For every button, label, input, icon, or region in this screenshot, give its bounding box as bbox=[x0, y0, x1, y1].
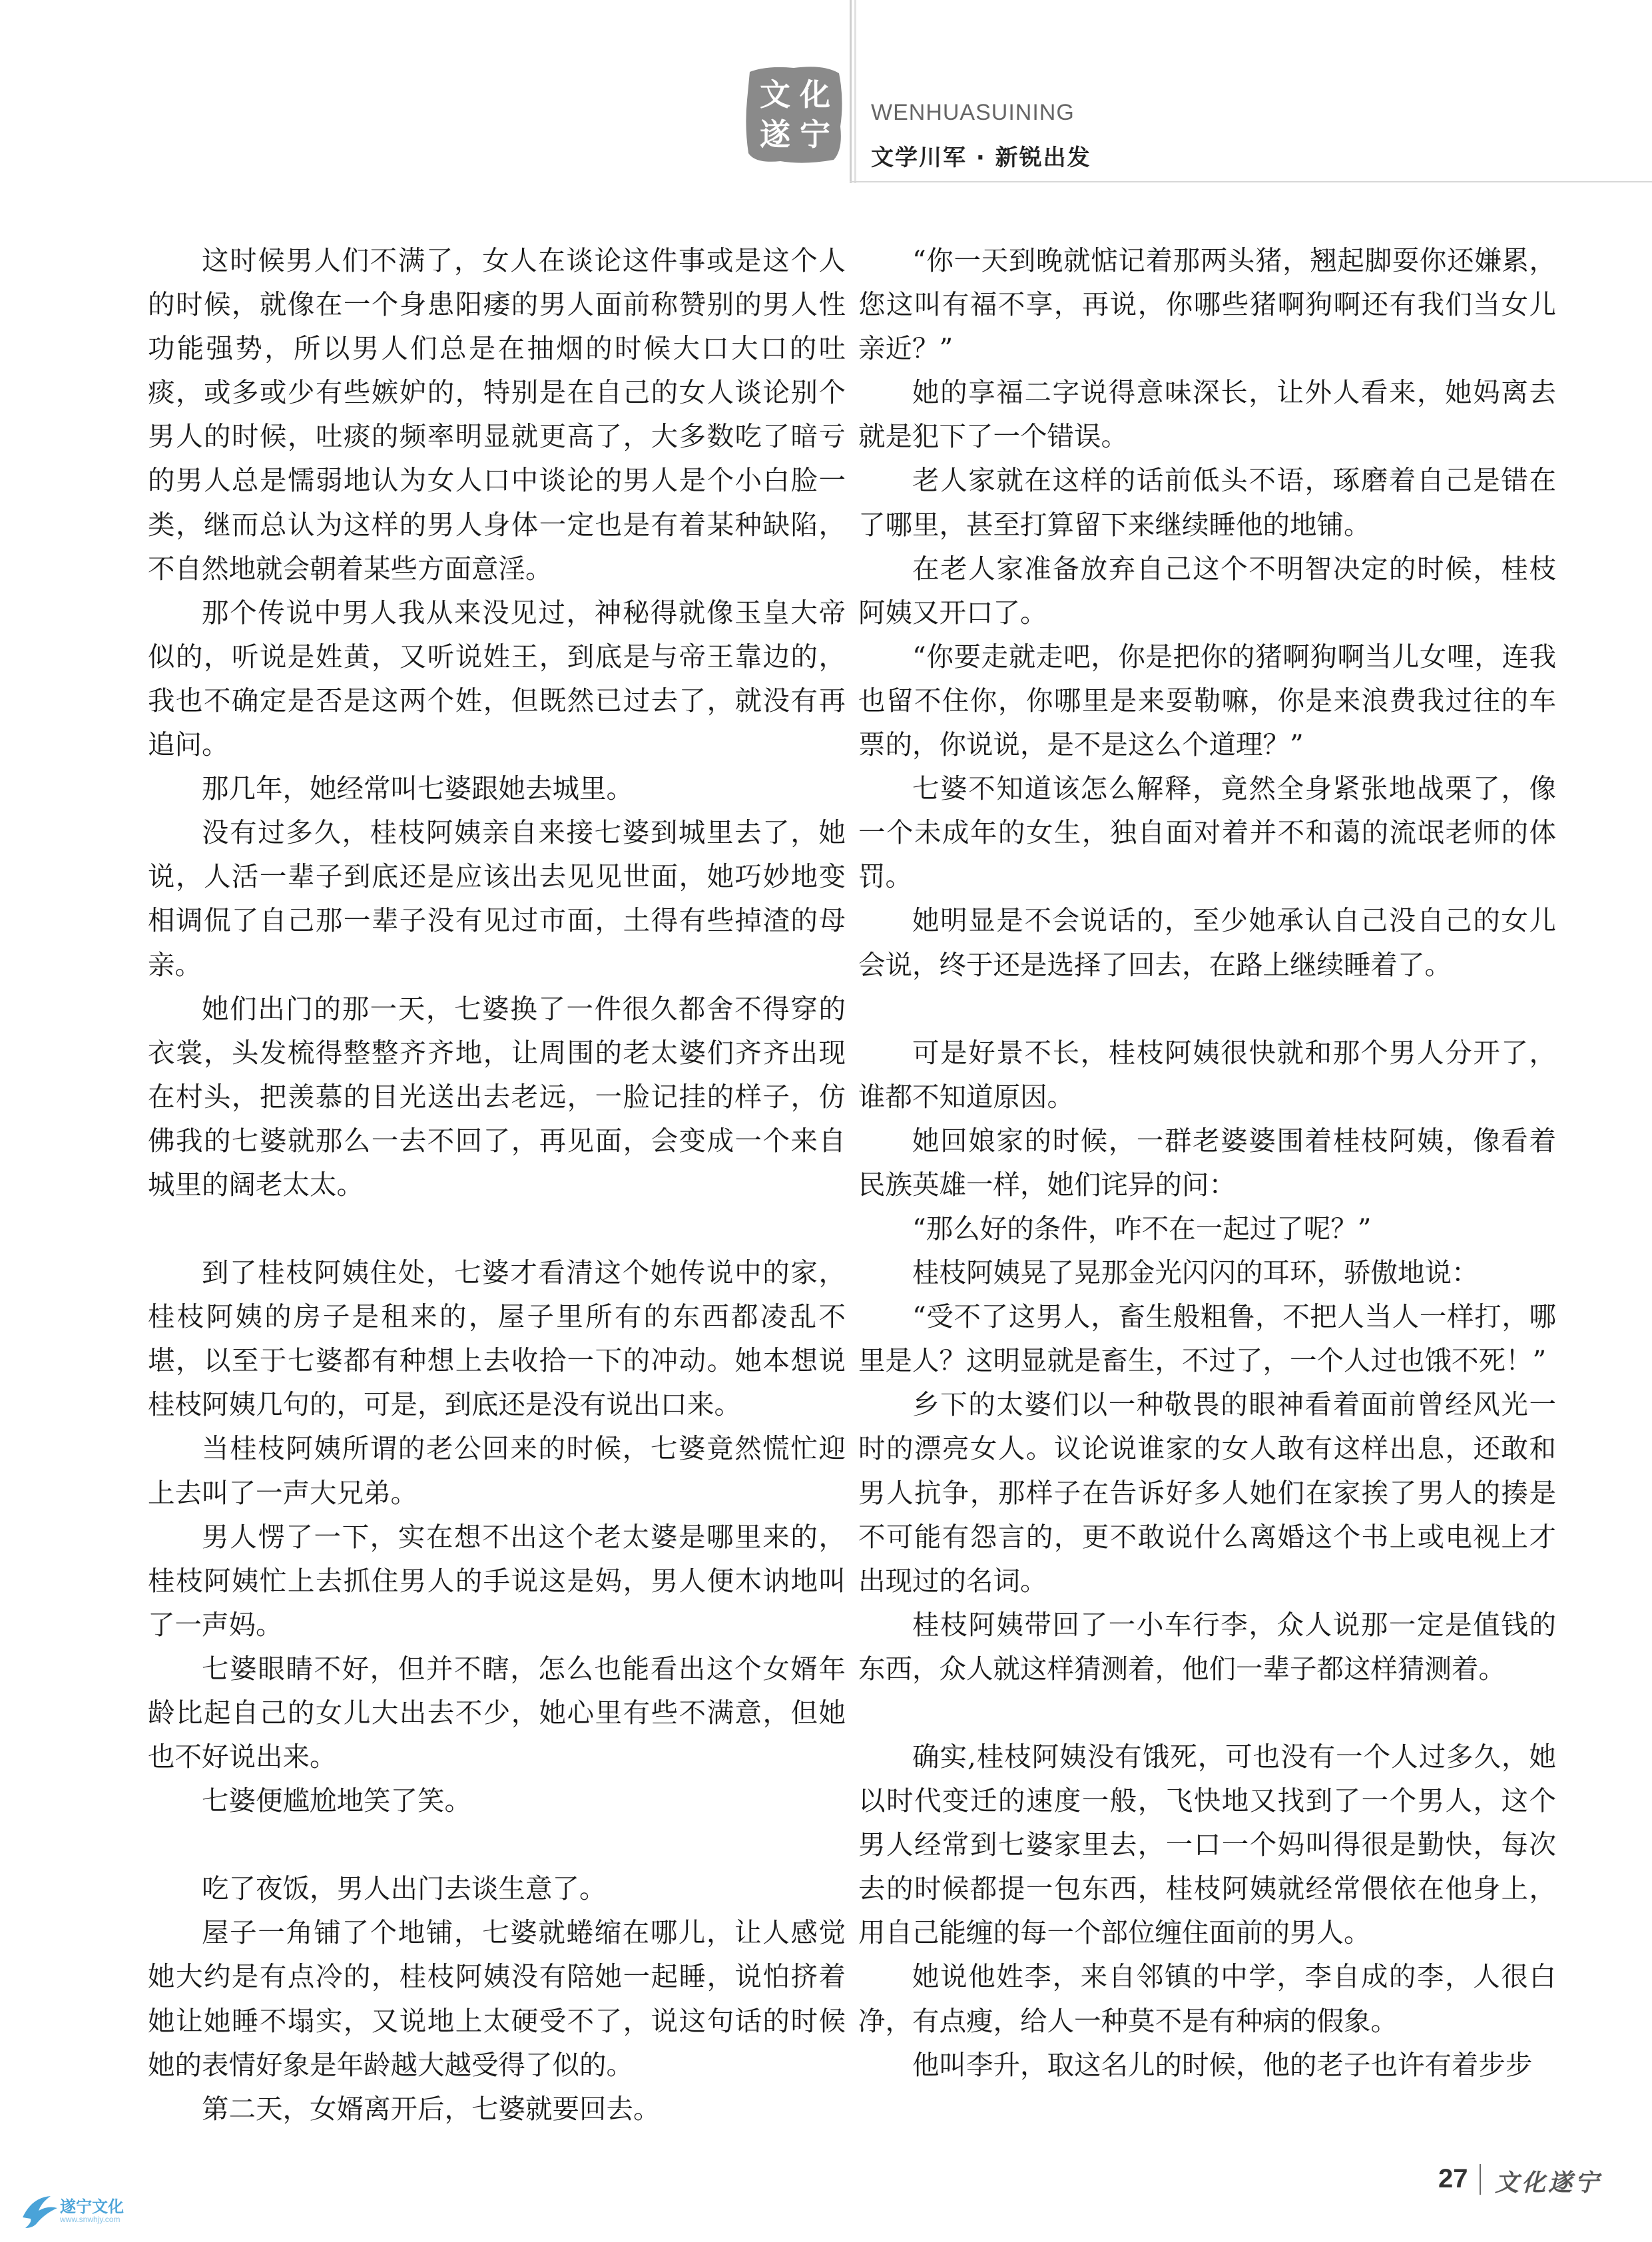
svg-text:宁: 宁 bbox=[800, 117, 830, 152]
section-break bbox=[858, 1691, 1556, 1735]
paragraph: 那个传说中男人我从来没见过，神秘得就像玉皇大帝似的，听说是姓黄，又听说姓王，到底是与帝王靠边的，我也不确定是否是这两个姓，但既然已过去了，就没有再追问。 bbox=[148, 596, 846, 761]
paragraph: “你要走就走吧，你是把你的猪啊狗啊当儿女哩，连我也留不住你，你哪里是来耍勒嘛，你是来浪费我过往的车票的，你说说，是不是这么个道理？” bbox=[858, 640, 1556, 761]
magazine-name-en: WENHUASUINING bbox=[871, 100, 1075, 125]
paragraph: 吃了夜饭，男人出门去谈生意了。 bbox=[202, 1872, 607, 1905]
svg-text:文: 文 bbox=[760, 77, 790, 113]
paragraph: 男人愣了一下，实在想不出这个老太婆是哪里来的，桂枝阿姨忙上去抓住男人的手说这是妈，男人便木讷地叫了一声妈。 bbox=[148, 1520, 846, 1641]
paragraph: “受不了这男人，畜生般粗鲁，不把人当人一样打，哪里是人？这明显就是畜生，不过了，一个人过也饿不死！” bbox=[858, 1300, 1556, 1377]
header-vertical-rule bbox=[850, 0, 856, 183]
paragraph: 桂枝阿姨带回了一小车行李，众人说那一定是值钱的东西，众人就这样猜测着，他们一辈子都这样猜测着。 bbox=[858, 1608, 1556, 1685]
paragraph: 乡下的太婆们以一种敬畏的眼神看着面前曾经风光一时的漂亮女人。议论说谁家的女人敢有这样出息，还敢和男人抗争，那样子在告诉好多人她们在家挨了男人的揍是不可能有怨言的，更不敢说什么离婚这个书上或电视上才出现过的名词。 bbox=[858, 1388, 1556, 1597]
paragraph: 屋子一角铺了个地铺，七婆就蜷缩在哪儿，让人感觉她大约是有点冷的，桂枝阿姨没有陪她一起睡，说怕挤着她让她睡不塌实，又说地上太硬受不了，说这句话的时候她的表情好象是年龄越大越受得了似的。 bbox=[148, 1916, 846, 2081]
paragraph: 这时候男人们不满了，女人在谈论这件事或是这个人的时候，就像在一个身患阳痿的男人面前称赞别的男人性功能强势，所以男人们总是在抽烟的时候大口大口的吐痰，或多或少有些嫉妒的，特别是在自己的女人谈论别个男人的时候，吐痰的频率明显就更高了，大多数吃了暗亏的男人总是懦弱地认为女人口中谈论的男人是个小白脸一类，继而总认为这样的男人身体一定也是有着某种缺陷，不自然地就会朝着某些方面意淫。 bbox=[148, 244, 846, 585]
paragraph: 她明显是不会说话的，至少她承认自己没自己的女儿会说，终于还是选择了回去，在路上继续睡着了。 bbox=[858, 904, 1556, 981]
section-title: 文学川军 · 新锐出发 bbox=[871, 144, 1091, 171]
watermark bbox=[19, 2191, 178, 2231]
paragraph: “那么好的条件，咋不在一起过了呢？” bbox=[912, 1212, 1372, 1245]
paragraph: 确实,桂枝阿姨没有饿死，可也没有一个人过多久，她以时代变迁的速度一般，飞快地又找到了一个男人，这个男人经常到七婆家里去，一口一个妈叫得很是勤快，每次去的时候都提一包东西，桂枝阿姨就经常偎依在他身上，用自己能缠的每一个部位缠住面前的男人。 bbox=[858, 1741, 1556, 1949]
paragraph: 她说他姓李，来自邻镇的中学，李自成的李，人很白净，有点瘦，给人一种莫不是有种病的假象。 bbox=[858, 1960, 1556, 2037]
section-break bbox=[148, 1207, 846, 1251]
paragraph: 在老人家准备放弃自己这个不明智决定的时候，桂枝阿姨又开口了。 bbox=[858, 552, 1556, 629]
watermark-bird-icon bbox=[19, 2191, 60, 2232]
svg-text:遂: 遂 bbox=[760, 117, 790, 152]
paragraph: 老人家就在这样的话前低头不语，琢磨着自己是错在了哪里，甚至打算留下来继续睡他的地铺。 bbox=[858, 464, 1556, 541]
left-column bbox=[148, 238, 846, 2131]
paragraph: 到了桂枝阿姨住处，七婆才看清这个她传说中的家，桂枝阿姨的房子是租来的，屋子里所有的东西都凌乱不堪，以至于七婆都有种想上去收拾一下的冲动。她本想说桂枝阿姨几句的，可是，到底还是没有说出口来。 bbox=[148, 1257, 846, 1421]
watermark-text: 遂宁文化 bbox=[60, 2197, 124, 2216]
section-break bbox=[148, 1822, 846, 1866]
seal-logo bbox=[740, 60, 847, 166]
paragraph: 可是好景不长，桂枝阿姨很快就和那个男人分开了，谁都不知道原因。 bbox=[858, 1036, 1556, 1113]
paragraph: 第二天，女婿离开后，七婆就要回去。 bbox=[202, 2092, 661, 2125]
footer-magazine-name: 文化遂宁 bbox=[1495, 2169, 1602, 2197]
paragraph: 七婆便尴尬地笑了笑。 bbox=[202, 1785, 471, 1817]
paragraph: 七婆不知道该怎么解释，竟然全身紧张地战栗了，像一个未成年的女生，独自面对着并不和蔼的流氓老师的体罚。 bbox=[858, 772, 1556, 893]
footer-divider bbox=[1480, 2164, 1481, 2195]
watermark-url: www.snwhjy.com bbox=[60, 2215, 121, 2224]
paragraph: “你一天到晚就惦记着那两头猪，翘起脚耍你还嫌累，您这叫有福不享，再说，你哪些猪啊狗啊还有我们当女儿亲近？” bbox=[858, 244, 1556, 365]
paragraph: 桂枝阿姨晃了晃那金光闪闪的耳环，骄傲地说： bbox=[912, 1257, 1479, 1289]
paragraph: 没有过多久，桂枝阿姨亲自来接七婆到城里去了，她说，人活一辈子到底还是应该出去见见世面，她巧妙地变相调侃了自己那一辈子没有见过市面，土得有些掉渣的母亲。 bbox=[148, 816, 846, 981]
paragraph: 七婆眼睛不好，但并不瞎，怎么也能看出这个女婿年龄比起自己的女儿大出去不少，她心里有些不满意，但她也不好说出来。 bbox=[148, 1652, 846, 1773]
page-number: 27 bbox=[1438, 2164, 1468, 2193]
header-rule-base bbox=[850, 181, 1652, 182]
right-column bbox=[858, 238, 1556, 2087]
paragraph: 当桂枝阿姨所谓的老公回来的时候，七婆竟然慌忙迎上去叫了一声大兄弟。 bbox=[148, 1432, 846, 1509]
paragraph: 她们出门的那一天，七婆换了一件很久都舍不得穿的衣裳，头发梳得整整齐齐地，让周围的老太婆们齐齐出现在村头，把羡慕的目光送出去老远，一脸记挂的样子，仿佛我的七婆就那么一去不回了，再见面，会变成一个来自城里的阔老太太。 bbox=[148, 992, 846, 1201]
paragraph: 他叫李升，取这名儿的时候，他的老子也许有着步步 bbox=[912, 2048, 1533, 2081]
paragraph: 那几年，她经常叫七婆跟她去城里。 bbox=[202, 772, 633, 805]
paragraph: 她回娘家的时候，一群老婆婆围着桂枝阿姨，像看着民族英雄一样，她们诧异的问： bbox=[858, 1124, 1556, 1201]
section-break bbox=[858, 987, 1556, 1031]
paragraph: 她的享福二字说得意味深长，让外人看来，她妈离去就是犯下了一个错误。 bbox=[858, 376, 1556, 453]
svg-text:化: 化 bbox=[800, 77, 830, 113]
